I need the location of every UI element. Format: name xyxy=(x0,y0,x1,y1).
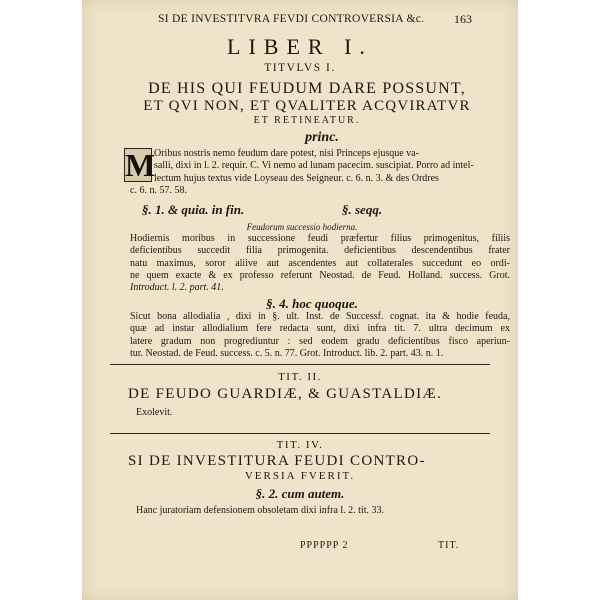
text-line: tur. Neostad. de Feud. success. c. 5. n. 77. Grot. Introduct. lib. 2. part. 43. n. 1. xyxy=(130,347,444,359)
catchword: TIT. xyxy=(438,540,460,551)
section-heading-row xyxy=(142,202,502,218)
marginal-caption: Feudorum successio hodierna. xyxy=(246,222,358,232)
drop-cap-initial: M xyxy=(125,147,156,183)
tit2-title: DE FEUDO GUARDIÆ, & GUASTALDIÆ. xyxy=(128,386,443,402)
tit2-label: TIT. II. xyxy=(278,371,322,383)
paragraph-succession xyxy=(130,233,510,294)
signature-mark: PPPPPP 2 xyxy=(300,540,349,551)
tit4-title-line-1: SI DE INVESTITURA FEUDI CONTRO- xyxy=(128,453,426,469)
text-line: Oribus nostris nemo feudum dare potest, nisi Princeps ejusque va- xyxy=(154,148,419,159)
title-line-1: DE HIS QUI FEUDUM DARE POSSUNT, xyxy=(148,80,466,97)
titulus-heading: TITVLVS I. xyxy=(264,62,336,74)
tit4-title-line-2: VERSIA FVERIT. xyxy=(244,470,356,482)
text-line: natu maximus, soror aliive aut ascendentes aut collaterales succedunt eo ordi- xyxy=(130,257,510,269)
text-line: lectum hujus textus vide Loyseau des Seigneur. c. 6. n. 3. & des Ordres xyxy=(154,172,439,184)
title-line-2: ET QVI NON, ET QVALITER ACQVIRATVR xyxy=(143,98,471,114)
text-line: quæ ad instar allodialium fere redacta sunt, dixi infra tit. 7. ultra decimum ex xyxy=(130,323,510,335)
section-heading-cum-autem: §. 2. cum autem. xyxy=(255,486,345,501)
text-line: ne quem exacte & ex professo referunt Neostad. de Feud. Holland. success. Grot. xyxy=(130,269,510,281)
exolevit-note: Exolevit. xyxy=(136,407,173,418)
tit4-label: TIT. IV. xyxy=(276,439,324,451)
paragraph-allodial xyxy=(130,311,510,360)
princ-heading: princ. xyxy=(305,130,339,145)
text-line: Sicut bona allodialia , dixi in §. ult. Inst. de Successf. cognat. ita & hodie feuda, xyxy=(130,311,510,322)
running-head: SI DE INVESTITVRA FEVDI CONTROVERSIA &c. xyxy=(158,13,425,25)
section-heading-3: §. 4. hoc quoque. xyxy=(266,296,358,311)
text-line: Hodiernis moribus in successione feudi præfertur filius primogenitus, filiis xyxy=(130,233,510,244)
section-divider xyxy=(110,433,490,434)
section-divider xyxy=(110,364,490,365)
text-line: latere gradum non progrediuntur : sed eodem gradu deficientibus fisco aperiun- xyxy=(130,335,510,347)
book-page xyxy=(82,0,518,600)
text-line: salli, dixi in l. 2. requir. C. Vi nemo ad lunam pacecim. suscipiat. Porro ad intel- xyxy=(154,160,474,172)
text-line: Introduct. l. 2. part. 41. xyxy=(130,282,224,294)
text-line: deficientibus succedit filia primogenita. deficientibus descendentibus frater xyxy=(130,245,510,257)
paragraph-princ xyxy=(154,148,514,185)
title-line-3: ET RETINEATUR. xyxy=(253,115,361,126)
paragraph-princ-tail: c. 6. n. 57. 58. xyxy=(130,185,187,196)
section-heading-2: §. seqq. xyxy=(342,202,383,217)
page-number: 163 xyxy=(454,12,472,26)
book-heading: LIBER I. xyxy=(227,34,373,59)
section-heading-1: §. 1. & quia. in fin. xyxy=(142,202,245,217)
paragraph-juratoria: Hanc juratoriam defensionem obsoletam dixi infra l. 2. tit. 33. xyxy=(136,505,384,516)
